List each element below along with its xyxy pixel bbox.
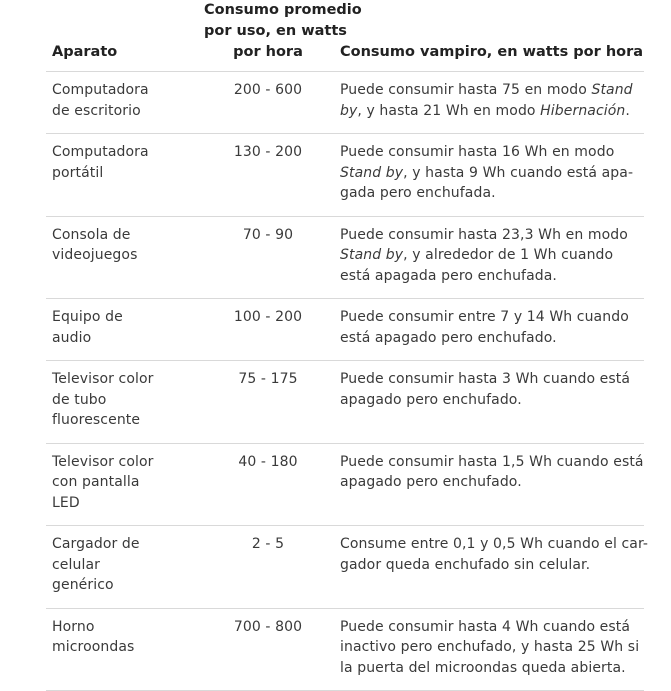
italic-term: by [340, 102, 358, 119]
vampire-consumption-line: Consume entre 0,1 y 0,5 Wh cuando el car- [340, 536, 649, 552]
device-name-cell [46, 526, 204, 609]
vampire-consumption-line: Puede consumir hasta 16 Wh en modo [340, 144, 615, 160]
device-name-line: Consola de [52, 226, 131, 243]
table-row [46, 526, 644, 609]
device-name-line: Cargador de [52, 536, 140, 552]
header-aparato: Aparato [46, 0, 204, 72]
vampire-consumption-line: está apagado pero enchufado. [340, 329, 557, 346]
vampire-consumption-line: Puede consumir hasta 75 en modo Stand [340, 82, 633, 98]
vampire-consumption-line: gada pero enchufada. [340, 185, 496, 201]
vampire-consumption-line: apagado pero enchufado. [340, 391, 522, 408]
vampire-consumption-line: Puede consumir hasta 4 Wh cuando está [340, 618, 631, 635]
average-consumption-cell: 2 - 5 [204, 526, 332, 609]
device-name-cell [46, 361, 204, 444]
device-name-line: Televisor color [52, 453, 154, 470]
header-line: por uso, en watts [204, 23, 347, 39]
italic-term: Stand by [340, 164, 404, 181]
vampire-consumption-cell [332, 299, 644, 361]
energy-consumption-table [46, 0, 649, 691]
vampire-consumption-line: Puede consumir hasta 3 Wh cuando está [340, 371, 631, 387]
device-name-line: LED [52, 494, 80, 511]
vampire-consumption-line: Puede consumir entre 7 y 14 Wh cuando [340, 309, 629, 325]
vampire-consumption-cell [332, 216, 644, 299]
device-name-cell [46, 134, 204, 217]
vampire-consumption-line: Puede consumir hasta 1,5 Wh cuando está [340, 453, 644, 470]
italic-term: Stand by [340, 247, 404, 263]
vampire-consumption-cell [332, 361, 644, 444]
device-name-line: Horno [52, 618, 95, 635]
average-consumption-cell: 700 - 800 [204, 608, 332, 691]
device-name-line: genérico [52, 577, 114, 593]
vampire-consumption-cell [332, 443, 644, 526]
average-consumption-cell: 40 - 180 [204, 443, 332, 526]
device-name-line: Computadora [52, 82, 149, 98]
device-name-line: con pantalla [52, 474, 140, 490]
table-row [46, 216, 644, 299]
device-name-line: audio [52, 329, 92, 346]
average-consumption-cell: 200 - 600 [204, 72, 332, 134]
device-name-cell [46, 72, 204, 134]
table-header [46, 0, 644, 72]
device-name-line: de tubo [52, 391, 107, 408]
vampire-consumption-line: está apagada pero enchufada. [340, 267, 557, 284]
header-consumo-promedio [204, 0, 362, 72]
device-name-line: Equipo de [52, 309, 123, 325]
vampire-consumption-cell [332, 134, 644, 217]
table-row [46, 361, 644, 444]
vampire-consumption-line: inactivo pero enchufado, y hasta 25 Wh si [340, 639, 640, 655]
header-row [46, 0, 644, 72]
vampire-consumption-line: Stand by, y hasta 9 Wh cuando está apa- [340, 164, 634, 181]
device-name-cell [46, 216, 204, 299]
device-name-line: celular [52, 556, 100, 573]
device-name-cell [46, 299, 204, 361]
vampire-consumption-line: la puerta del microondas queda abierta. [340, 659, 626, 676]
average-consumption-cell: 130 - 200 [204, 134, 332, 217]
vampire-consumption-line: by, y hasta 21 Wh en modo Hibernación. [340, 102, 630, 119]
average-consumption-cell: 75 - 175 [204, 361, 332, 444]
table-row [46, 608, 644, 691]
device-name-line: de escritorio [52, 102, 141, 119]
device-name-line: Computadora [52, 144, 149, 160]
device-name-line: portátil [52, 164, 104, 181]
vampire-consumption-cell [332, 526, 649, 609]
device-name-cell [46, 608, 204, 691]
device-name-line: Televisor color [52, 371, 154, 387]
vampire-consumption-line: gador queda enchufado sin celular. [340, 556, 591, 573]
table-row [46, 443, 644, 526]
device-name-line: videojuegos [52, 247, 138, 263]
vampire-consumption-line: Puede consumir hasta 23,3 Wh en modo [340, 226, 628, 243]
device-name-line: microondas [52, 639, 135, 655]
table-body [46, 72, 649, 691]
italic-term: Stand [591, 82, 633, 98]
header-line: por hora [233, 44, 303, 60]
table-row [46, 72, 644, 134]
vampire-consumption-cell [332, 72, 644, 134]
header-line: Consumo promedio [204, 2, 362, 18]
header-consumo-vampiro: Consumo vampiro, en watts por hora [332, 0, 644, 72]
average-consumption-cell: 70 - 90 [204, 216, 332, 299]
vampire-consumption-line: apagado pero enchufado. [340, 474, 522, 490]
vampire-consumption-cell [332, 608, 644, 691]
average-consumption-cell: 100 - 200 [204, 299, 332, 361]
table-row [46, 299, 644, 361]
device-name-cell [46, 443, 204, 526]
vampire-consumption-line: Stand by, y alrededor de 1 Wh cuando [340, 247, 614, 263]
table-row [46, 134, 644, 217]
italic-term: Hibernación [540, 102, 626, 119]
device-name-line: fluorescente [52, 412, 141, 428]
